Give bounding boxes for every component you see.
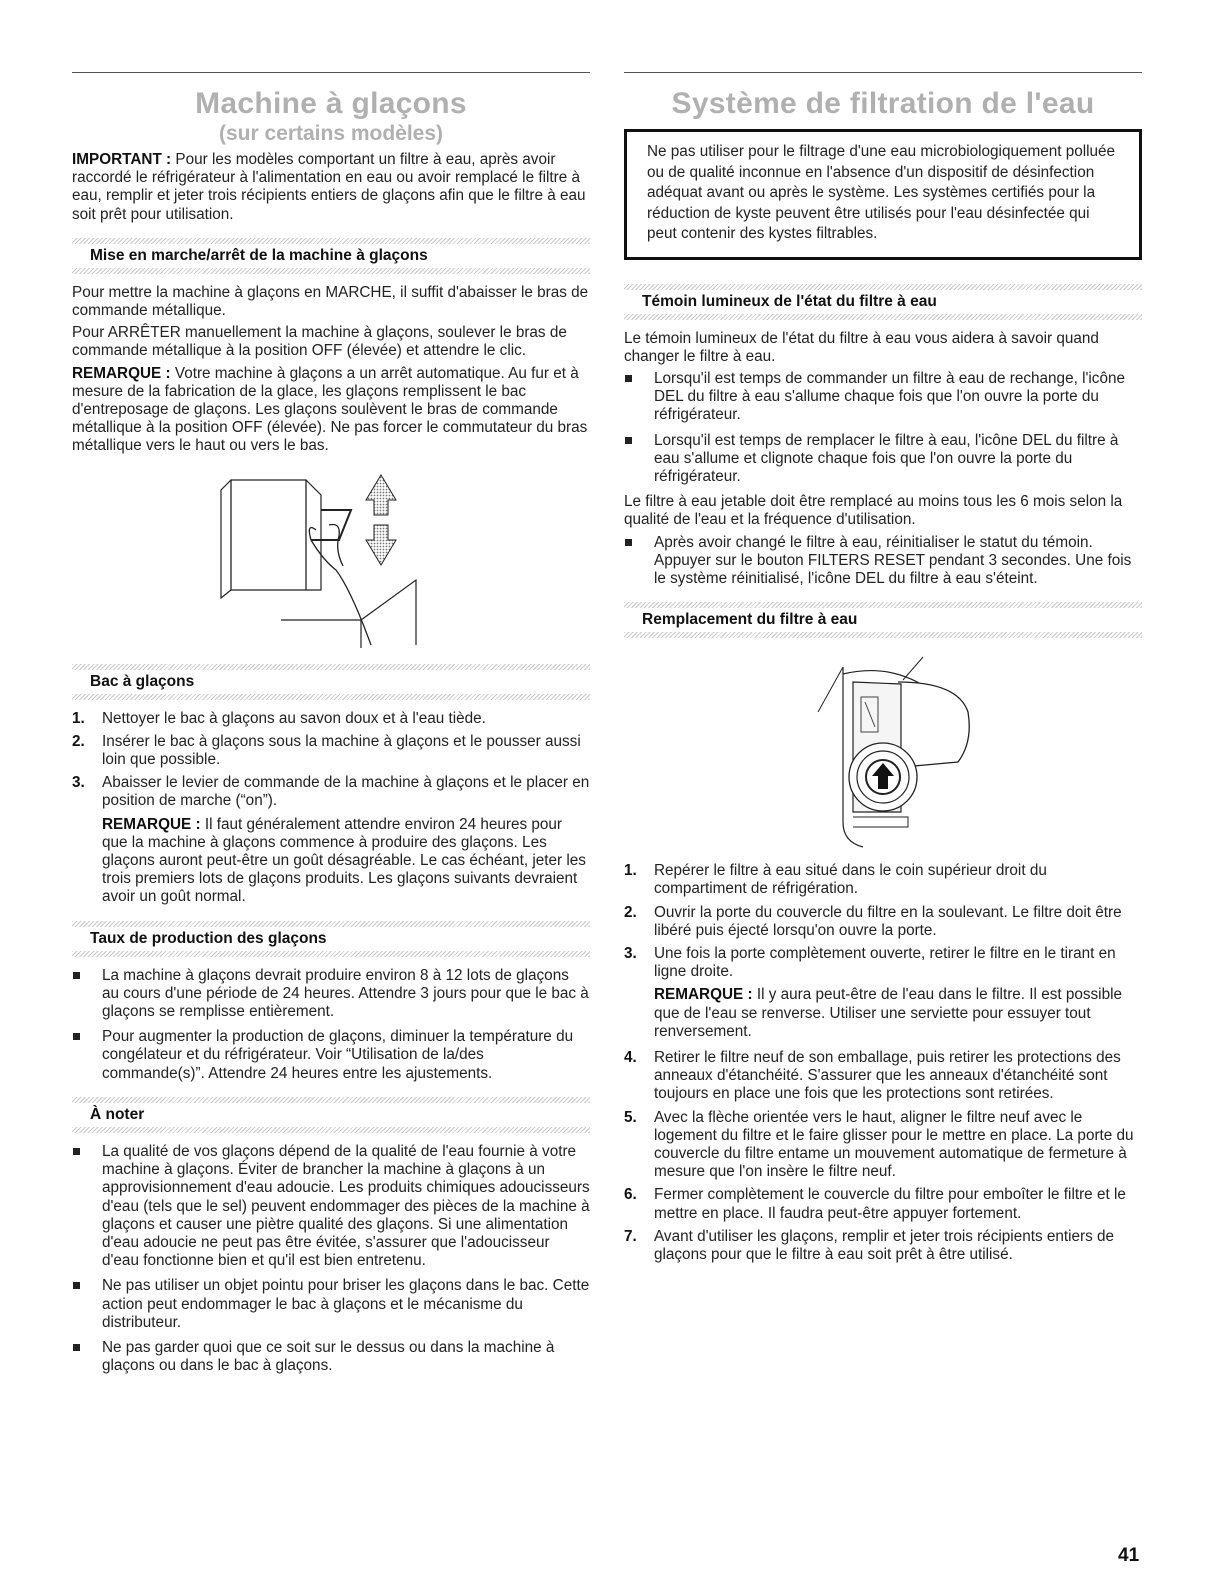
step-number: 4.: [624, 1048, 637, 1066]
step-text: Abaisser le levier de commande de la machine à glaçons et le placer en position de marche (“on”).: [102, 774, 590, 810]
note-paragraph: [624, 986, 1142, 1041]
bullet-icon: [624, 432, 654, 487]
subsection-header: [72, 238, 590, 274]
bullet-text: Ne pas garder quoi que ce soit sur le dessus ou dans la machine à glaçons ou dans le bac à glaçons.: [102, 1338, 555, 1375]
list-item: [624, 1109, 1142, 1182]
note-label: REMARQUE :: [654, 986, 753, 1004]
ice-bin-steps: [72, 710, 590, 811]
list-item: [624, 534, 1142, 589]
step-text: Retirer le filtre neuf de son emballage, puis retirer les protections des anneaux d'étanchéité. S'assurer que les anneaux d'étanchéité sont toujours en place une fois que les protections sont retirées.: [654, 1048, 1121, 1103]
step-text: Avec la flèche orientée vers le haut, aligner le filtre neuf avec le logement du filtre et le faire glisser pour le mettre en place. La porte du couvercle du filtre entame un mouvement automatique de fermeture à mesure que l'on insère le filtre neuf.: [654, 1108, 1134, 1181]
subsection-title-ice-bin: Bac à glaçons: [90, 672, 195, 690]
list-item: [72, 774, 590, 810]
step-number: 5.: [624, 1108, 637, 1126]
hatch-divider: [624, 314, 1142, 320]
subsection-title-status-light: Témoin lumineux de l'état du filtre à eau: [642, 292, 937, 310]
step-number: 6.: [624, 1186, 637, 1204]
warning-box: [624, 129, 1142, 260]
step-number: 3.: [624, 944, 637, 962]
note-text: Il y aura peut-être de l'eau dans le filtre. Il est possible que de l'eau se renverse. Utiliser une serviette pour essuyer tout renversement.: [654, 986, 1122, 1040]
step-number: 2.: [72, 732, 85, 750]
bullet-icon: [624, 534, 654, 589]
list-item: [72, 1339, 590, 1375]
section-title-filtration: Système de filtration de l'eau: [671, 87, 1095, 120]
hatch-divider: [72, 951, 590, 957]
bullet-icon: [72, 1339, 102, 1375]
note-text: Votre machine à glaçons a un arrêt automatique. Au fur et à mesure de la fabrication de la glace, les glaçons remplissent le bac d'entreposage de glaçons. Les glaçons soulèvent le bras de commande métallique à la position OFF (élevée). Ne pas forcer le commutateur du bras métallique vers le haut ou vers le bas.: [72, 364, 588, 455]
water-filter-illustration: [783, 652, 983, 852]
hatch-divider: [72, 268, 590, 274]
bullet-icon: [72, 967, 102, 1022]
note-paragraph: [72, 365, 590, 456]
important-paragraph: [72, 151, 590, 224]
page-number: 41: [1118, 1545, 1140, 1566]
top-rule: [624, 72, 1142, 73]
list-item: [624, 1228, 1142, 1264]
subsection-title-notes: À noter: [90, 1105, 145, 1123]
list-item: [624, 904, 1142, 940]
left-column: [72, 72, 590, 1382]
subsection-header: [72, 921, 590, 957]
paragraph: Le filtre à eau jetable doit être remplacé au moins tous les 6 mois selon la qualité de l'eau et la fréquence d'utilisation.: [624, 493, 1123, 529]
list-item: [72, 710, 590, 728]
subsection-header: [624, 602, 1142, 638]
step-text: Insérer le bac à glaçons sous la machine à glaçons et le pousser aussi loin que possible.: [102, 732, 581, 769]
list-item: [72, 1028, 590, 1083]
important-text: Pour les modèles comportant un filtre à eau, après avoir raccordé le réfrigérateur à l'alimentation en eau ou avoir remplacé le filtre à eau, remplir et jeter trois récipients entiers de glaçons afin que le filtre à eau soit prêt pour utilisation.: [72, 151, 586, 223]
important-label: IMPORTANT :: [72, 151, 172, 168]
step-number: 1.: [72, 709, 85, 727]
subsection-header: [624, 284, 1142, 320]
hatch-divider: [624, 632, 1142, 638]
paragraph: Pour ARRÊTER manuellement la machine à glaçons, soulever le bras de commande métallique à la position OFF (élevée) et attendre le clic.: [72, 324, 567, 360]
section-subtitle: (sur certains modèles): [218, 122, 444, 145]
bullet-text: La qualité de vos glaçons dépend de la qualité de l'eau fournie à votre machine à glaçons. Éviter de brancher la machine à glaçons à un approvisionnement d'eau adoucie. Les produits chimiques adoucisseurs d'eau (tels que le sel) peuvent endommager des pièces de la machine à glaçons et causer une piètre qualité des glaçons. Si une alimentation d'eau adoucie ne peut pas être évitée, s'assurer que l'adoucisseur d'eau fonctionne bien et qu'il est bien entretenu.: [102, 1142, 590, 1270]
bullet-icon: [72, 1143, 102, 1270]
paragraph: Pour mettre la machine à glaçons en MARCHE, il suffit d'abaisser le bras de commande métallique.: [72, 283, 589, 320]
list-item: [72, 1277, 590, 1332]
reset-list: [624, 534, 1142, 589]
ice-maker-arm-illustration: [211, 470, 451, 650]
section-title-ice-maker: Machine à glaçons: [195, 87, 467, 120]
replacement-steps: [624, 862, 1142, 981]
up-down-arrow-icon: [366, 475, 396, 565]
bullet-text: Pour augmenter la production de glaçons, diminuer la température du congélateur et du réfrigérateur. Voir “Utilisation de la/des commande(s)”. Attendre 24 heures entre les ajustements.: [102, 1028, 574, 1082]
list-item: [624, 370, 1142, 425]
bullet-icon: [72, 1028, 102, 1083]
notes-list: [72, 1143, 590, 1375]
subsection-title-production: Taux de production des glaçons: [90, 929, 327, 947]
list-item: [624, 945, 1142, 981]
top-rule: [72, 72, 590, 73]
note-paragraph: [72, 816, 590, 907]
list-item: [624, 1186, 1142, 1222]
step-text: Fermer complètement le couvercle du filtre pour emboîter le filtre et le mettre en place. Il faudra peut-être appuyer fortement.: [654, 1186, 1126, 1222]
note-label: REMARQUE :: [102, 815, 201, 833]
bullet-text: La machine à glaçons devrait produire environ 8 à 12 lots de glaçons au cours d'une période de 24 heures. Attendre 3 jours pour que le bac à glaçons se remplisse entièrement.: [102, 966, 589, 1021]
list-item: [72, 733, 590, 769]
step-text: Ouvrir la porte du couvercle du filtre en la soulevant. Le filtre doit être libéré puis éjecté lorsqu'on ouvre la porte.: [654, 903, 1122, 939]
status-light-list: [624, 370, 1142, 486]
list-item: [624, 862, 1142, 898]
list-item: [72, 1143, 590, 1270]
bullet-icon: [624, 370, 654, 425]
step-text: Nettoyer le bac à glaçons au savon doux et à l'eau tiède.: [102, 709, 486, 727]
note-text: Il faut généralement attendre environ 24 heures pour que la machine à glaçons commence à produire des glaçons. Les glaçons auront peut-être un goût désagréable. Le cas échéant, jeter les trois premiers lots de glaçons produits. Les glaçons suivants devraient avoir un goût normal.: [102, 815, 586, 906]
subsection-title-on-off: Mise en marche/arrêt de la machine à glaçons: [90, 246, 428, 264]
list-item: [72, 967, 590, 1022]
list-item: [624, 432, 1142, 487]
bullet-text: Lorsqu'il est temps de commander un filtre à eau de rechange, l'icône DEL du filtre à eau s'allume chaque fois que l'on ouvre la porte du réfrigérateur.: [654, 369, 1125, 424]
bullet-icon: [72, 1277, 102, 1332]
step-text: Repérer le filtre à eau situé dans le coin supérieur droit du compartiment de réfrigération.: [654, 862, 1047, 898]
bullet-text: Ne pas utiliser un objet pointu pour briser les glaçons dans le bac. Cette action peut endommager le bac à glaçons et le mécanisme du distributeur.: [102, 1277, 590, 1331]
step-text: Une fois la porte complètement ouverte, retirer le filtre en le tirant en ligne droite.: [654, 944, 1116, 981]
hatch-divider: [72, 1127, 590, 1133]
step-number: 3.: [72, 774, 85, 792]
step-number: 1.: [624, 862, 637, 880]
production-list: [72, 967, 590, 1083]
right-column: [624, 72, 1142, 1269]
hatch-divider: [72, 694, 590, 700]
step-number: 7.: [624, 1227, 637, 1245]
note-label: REMARQUE :: [72, 364, 171, 382]
list-item: [624, 1049, 1142, 1104]
subsection-title-replacement: Remplacement du filtre à eau: [642, 611, 858, 629]
bullet-text: Lorsqu'il est temps de remplacer le filtre à eau, l'icône DEL du filtre à eau s'allume et clignote chaque fois que l'on ouvre la porte du réfrigérateur.: [654, 431, 1119, 485]
step-text: Avant d'utiliser les glaçons, remplir et jeter trois récipients entiers de glaçons pour que le filtre à eau soit prêt à être utilisé.: [654, 1227, 1115, 1263]
step-number: 2.: [624, 903, 637, 921]
subsection-header: [72, 1097, 590, 1133]
paragraph: Le témoin lumineux de l'état du filtre à eau vous aidera à savoir quand changer le filtre à eau.: [624, 329, 1099, 365]
replacement-steps-continued: [624, 1049, 1142, 1264]
bullet-text: Après avoir changé le filtre à eau, réinitialiser le statut du témoin. Appuyer sur le bouton FILTERS RESET pendant 3 secondes. Une fois le système réinitialisé, l'icône DEL du filtre à eau s'éteint.: [654, 533, 1132, 587]
subsection-header: [72, 664, 590, 700]
warning-text: Ne pas utiliser pour le filtrage d'une eau microbiologiquement polluée ou de qualité inconnue en l'absence d'un dispositif de désinfection adéquat avant ou après le système. Les systèmes certifiés pour la réduction de kyste peuvent être utilisés pour l'eau désinfectée qui peut contenir des kystes filtrables.: [647, 143, 1116, 242]
